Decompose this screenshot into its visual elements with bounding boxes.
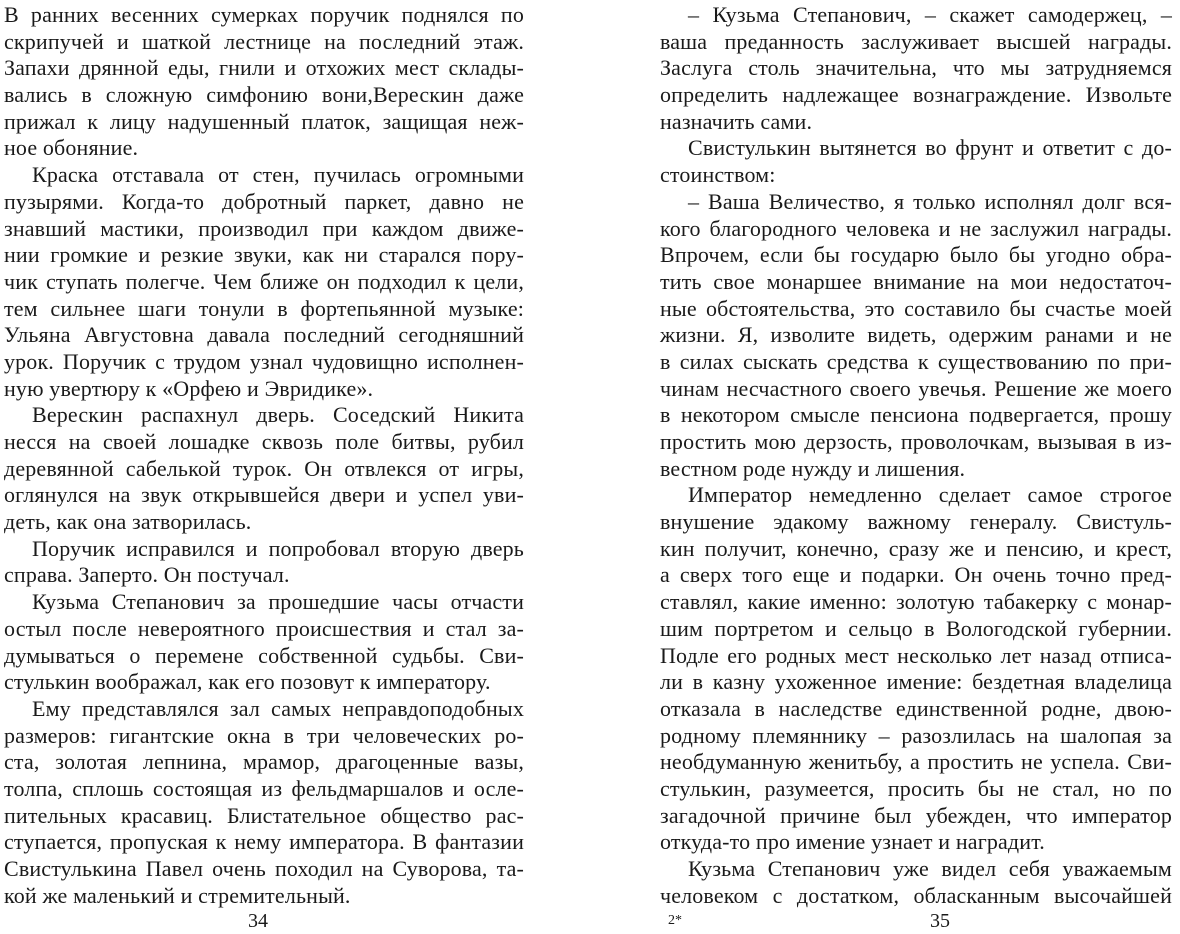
text-line: ли в казну ухоженное имение: бездетная владелица xyxy=(660,669,1172,695)
text-line: Свистулькин вытянется во фрунт и ответит с до- xyxy=(688,135,1172,161)
text-line: остыл после невероятного происшествия и стал за- xyxy=(4,615,524,641)
text-line: ваша преданность заслуживает высшей награды. xyxy=(660,28,1172,54)
text-line: нии громкие и резкие звуки, как ни старался пору- xyxy=(4,242,524,268)
text-line: ное обоняние. xyxy=(4,135,139,161)
text-line: Впрочем, если бы государю было бы угодно обра- xyxy=(660,242,1172,268)
text-line: ставлял, какие именно: золотую табакерку с монар- xyxy=(660,589,1172,615)
text-line: стулькин, разумеется, просить бы не стал, но по xyxy=(660,775,1172,801)
text-line: знавший мастики, производил при каждом движе- xyxy=(4,215,524,241)
text-line: кин получит, конечно, сразу же и пенсию, и крест, xyxy=(660,535,1172,561)
text-line: шим портретом и сельцо в Вологодской губернии. xyxy=(660,615,1172,641)
text-line: ную увертюру к «Орфею и Эвридике». xyxy=(4,375,374,401)
text-line: назначить сами. xyxy=(660,108,813,134)
text-line: ные обстоятельства, это составило бы счастье моей xyxy=(660,295,1172,321)
text-line: Кузьма Степанович за прошедшие часы отчасти xyxy=(32,589,524,615)
text-line: кого благородного человека и не заслужил награды. xyxy=(660,215,1172,241)
text-line: а сверх того еще и подарки. Он очень точно пред- xyxy=(660,562,1172,588)
text-line: деть, как она затворилась. xyxy=(4,509,252,535)
left-page xyxy=(0,0,560,934)
text-line: Свистулькина Павел очень походил на Суворова, та- xyxy=(4,856,524,881)
text-line: размеров: гигантские окна в три человеческих ро- xyxy=(4,722,524,748)
text-line: Верескин распахнул дверь. Соседский Никита xyxy=(32,402,524,428)
text-line: стоинством: xyxy=(660,162,776,188)
text-line: родному племяннику – разозлилась на шалопая за xyxy=(660,722,1172,748)
signature-mark: 2* xyxy=(668,913,682,928)
text-line: скрипучей и шаткой лестнице на последний этаж. xyxy=(4,28,524,54)
text-line: – Кузьма Степанович, – скажет самодержец, – xyxy=(688,2,1172,27)
text-line: Император немедленно сделает самое строгое xyxy=(688,482,1172,508)
text-line: отказала в наследстве единственной родне, двою- xyxy=(660,695,1172,721)
left-page-text xyxy=(4,2,524,909)
text-line: в силах сыскать средства к существованию по при- xyxy=(660,348,1172,374)
text-line: Кузьма Степанович уже видел себя уважаемым xyxy=(688,856,1172,881)
text-line: в некотором смысле пенсиона подвергается, прошу xyxy=(660,402,1172,428)
text-line: деревянной сабелькой турок. Он отвлекся от игры, xyxy=(4,455,524,481)
text-line: Поручик исправился и попробовал вторую дверь xyxy=(32,535,524,561)
text-line: вестном роде нужду и лишения. xyxy=(660,455,966,481)
text-line: пительных красавиц. Блистательное общество рас- xyxy=(4,802,524,828)
text-line: Запахи дрянной еды, гнили и отхожих мест склады- xyxy=(4,55,524,81)
text-line: чинам несчастного своего увечья. Решение же моего xyxy=(660,375,1172,401)
text-line: загадочной причине был убежден, что император xyxy=(660,802,1172,828)
text-line: прижал к лицу надушенный платок, защищая неж- xyxy=(4,108,524,134)
text-line: необдуманную женитьбу, а простить не успела. Сви- xyxy=(660,749,1172,775)
text-line: тить свое монаршее внимание на мои недостаточ- xyxy=(660,268,1172,294)
text-line: Подле его родных мест несколько лет назад отписа- xyxy=(660,642,1172,668)
text-line: В ранних весенних сумерках поручик поднялся по xyxy=(4,2,524,27)
text-line: ста, золотая лепнина, мрамор, драгоценные вазы, xyxy=(4,749,524,775)
text-line: оглянулся на звук открывшейся двери и успел уви- xyxy=(4,482,524,508)
text-line: справа. Заперто. Он постучал. xyxy=(4,562,290,588)
text-line: Ульяна Августовна давала последний сегодняшний xyxy=(4,322,524,348)
text-line: ступается, пропуская к нему императора. В фантазии xyxy=(4,829,524,855)
page-number: 34 xyxy=(248,910,268,932)
text-line: несся на своей лошадке сквозь поле битвы, рубил xyxy=(4,429,524,454)
text-line: Заслуга столь значительна, что мы затрудняемся xyxy=(660,55,1172,81)
text-line: чик ступать полегче. Чем ближе он подходил к цели, xyxy=(4,268,524,294)
text-line: стулькин воображал, как его позовут к императору. xyxy=(4,669,491,695)
text-line: пузырями. Когда-то добротный паркет, давно не xyxy=(4,188,524,214)
text-line: тем сильнее шаги тонули в фортепьянной музыке: xyxy=(4,295,524,321)
text-line: откуда-то про имение узнает и наградит. xyxy=(660,829,1045,855)
text-line: простить мою дерзость, проволочкам, вызывая в из- xyxy=(660,429,1172,454)
text-line: внушение эдакому важному генералу. Свистуль- xyxy=(660,509,1172,535)
text-line: Краска отставала от стен, пучилась огромными xyxy=(32,162,524,188)
page-number: 35 xyxy=(930,910,950,932)
text-line: человеком с достатком, обласканным высочайшей xyxy=(660,882,1172,908)
text-line: – Ваша Величество, я только исполнял долг вся- xyxy=(688,188,1172,214)
text-line: толпа, сплошь состоящая из фельдмаршалов и осле- xyxy=(4,775,524,801)
text-line: определить надлежащее вознаграждение. Извольте xyxy=(660,82,1172,108)
right-page xyxy=(620,0,1180,934)
text-line: урок. Поручик с трудом узнал чудовищно исполнен- xyxy=(4,348,524,374)
text-line: вались в сложную симфонию вони,Верескин даже xyxy=(4,82,524,108)
text-line: жизни. Я, изволите видеть, одержим ранами и не xyxy=(660,322,1172,348)
text-line: кой же маленький и стремительный. xyxy=(4,882,351,908)
text-line: думываться о перемене собственной судьбы. Сви- xyxy=(4,642,524,668)
text-line: Ему представлялся зал самых неправдоподобных xyxy=(32,695,524,721)
right-page-text xyxy=(660,2,1172,909)
